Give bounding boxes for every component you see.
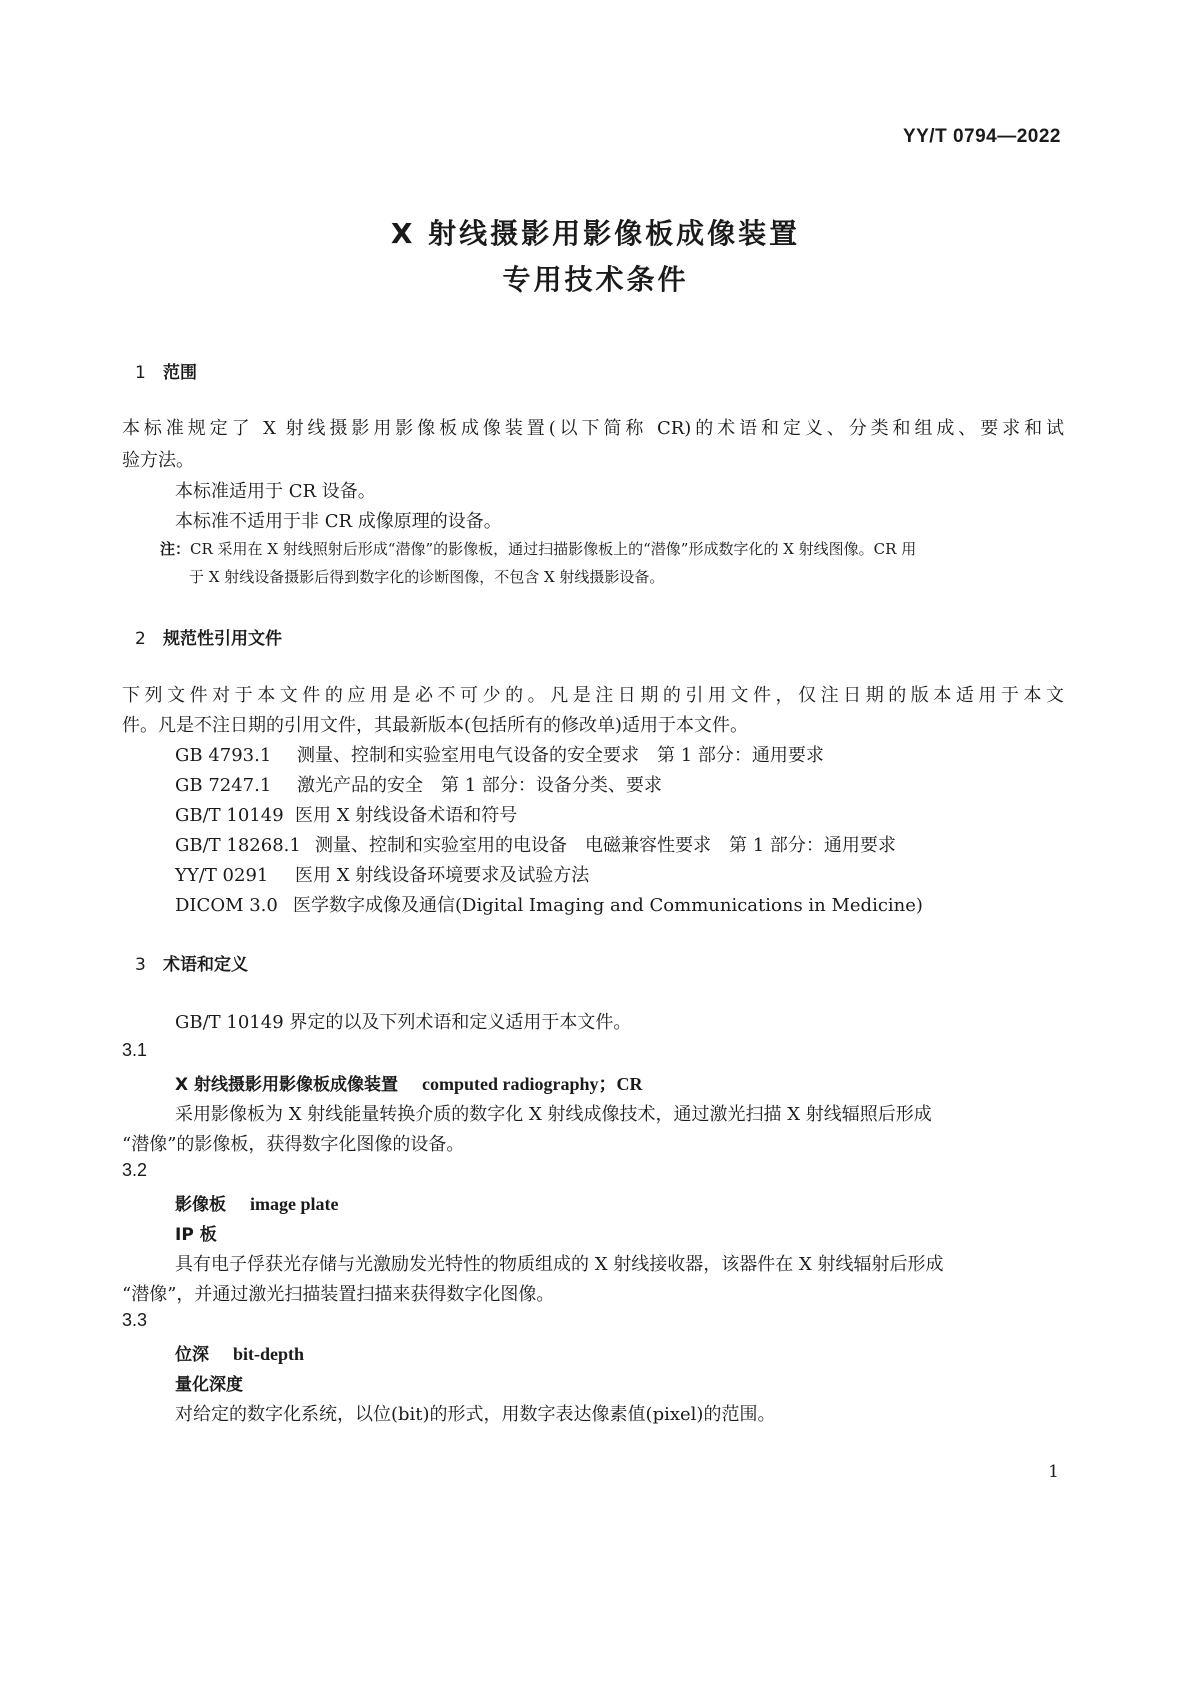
term-definition-line1: 对给定的数字化系统，以位(bit)的形式，用数字表达像素值(pixel)的范围。 bbox=[175, 1404, 776, 1425]
scope-applicable: 本标准适用于 CR 设备。 bbox=[175, 481, 376, 502]
reference-title: 测量、控制和实验室用的电设备 电磁兼容性要求 第 1 部分：通用要求 bbox=[315, 835, 896, 856]
term-heading bbox=[175, 1190, 338, 1215]
term-number: 3.1 bbox=[122, 1040, 148, 1060]
reference-title: 医学数字成像及通信(Digital Imaging and Communications in Medicine) bbox=[293, 895, 923, 916]
reference-code: GB 4793.1 bbox=[175, 745, 272, 766]
reference-code: DICOM 3.0 bbox=[175, 895, 278, 916]
reference-item bbox=[175, 891, 923, 917]
standard-code: YY/T 0794—2022 bbox=[902, 126, 1061, 147]
term-en: computed radiography；CR bbox=[422, 1074, 643, 1094]
reference-title: 测量、控制和实验室用电气设备的安全要求 第 1 部分：通用要求 bbox=[297, 745, 824, 766]
term-number: 3.2 bbox=[122, 1160, 148, 1180]
references-intro-line1: 下列文件对于本文件的应用是必不可少的。凡是注日期的引用文件，仅注日期的版本适用于本文 bbox=[122, 685, 1064, 706]
reference-item bbox=[175, 771, 662, 797]
section-3-heading bbox=[135, 950, 248, 975]
reference-code: GB/T 18268.1 bbox=[175, 835, 301, 856]
reference-code: GB 7247.1 bbox=[175, 775, 272, 796]
term-definition-line1: 具有电子俘获光存储与光激励发光特性的物质组成的 X 射线接收器，该器件在 X 射线辐射后形成 bbox=[175, 1254, 944, 1275]
term-alt-name: 量化深度 bbox=[175, 1375, 243, 1395]
section-title: 范围 bbox=[163, 363, 197, 383]
reference-title: 医用 X 射线设备环境要求及试验方法 bbox=[295, 865, 590, 886]
references-intro-line2: 件。凡是不注日期的引用文件，其最新版本(包括所有的修改单)适用于本文件。 bbox=[122, 715, 749, 736]
term-definition-line1: 采用影像板为 X 射线能量转换介质的数字化 X 射线成像技术，通过激光扫描 X 射线辐照后形成 bbox=[175, 1104, 932, 1125]
term-en: image plate bbox=[250, 1194, 339, 1214]
scope-note-line1 bbox=[160, 538, 916, 559]
section-1-heading bbox=[135, 358, 197, 383]
reference-item bbox=[175, 801, 517, 827]
document-title-line1: X 射线摄影用影像板成像装置 bbox=[390, 217, 801, 250]
section-title: 规范性引用文件 bbox=[163, 629, 282, 649]
section-title: 术语和定义 bbox=[163, 955, 248, 975]
scope-note-line2: 于 X 射线设备摄影后得到数字化的诊断图像，不包含 X 射线摄影设备。 bbox=[189, 568, 665, 586]
term-en: bit-depth bbox=[233, 1344, 305, 1364]
term-zh: 位深 bbox=[175, 1345, 209, 1365]
term-heading bbox=[175, 1070, 643, 1096]
scope-paragraph-line2: 验方法。 bbox=[122, 450, 194, 471]
reference-code: YY/T 0291 bbox=[175, 865, 269, 886]
document-title-line2: 专用技术条件 bbox=[502, 263, 689, 296]
reference-title: 医用 X 射线设备术语和符号 bbox=[295, 805, 518, 826]
reference-item bbox=[175, 741, 824, 767]
term-definition-line2: “潜像”，并通过激光扫描装置扫描来获得数字化图像。 bbox=[122, 1284, 555, 1305]
term-zh: X 射线摄影用影像板成像装置 bbox=[175, 1075, 399, 1095]
section-2-heading bbox=[135, 624, 282, 649]
section-number: 3 bbox=[135, 955, 146, 975]
term-number: 3.3 bbox=[122, 1310, 148, 1330]
section-number: 1 bbox=[135, 363, 146, 383]
term-alt-name: IP 板 bbox=[175, 1225, 217, 1245]
note-label: 注： bbox=[160, 540, 191, 558]
term-definition-line2: “潜像”的影像板，获得数字化图像的设备。 bbox=[122, 1134, 465, 1155]
reference-title: 激光产品的安全 第 1 部分：设备分类、要求 bbox=[297, 775, 662, 796]
term-zh: 影像板 bbox=[175, 1195, 226, 1215]
reference-item bbox=[175, 831, 896, 857]
note-text: CR 采用在 X 射线照射后形成“潜像”的影像板，通过扫描影像板上的“潜像”形成数字化的 X 射线图像。CR 用 bbox=[190, 540, 917, 558]
term-heading bbox=[175, 1340, 304, 1365]
reference-code: GB/T 10149 bbox=[175, 805, 284, 826]
section-number: 2 bbox=[135, 629, 146, 649]
reference-item bbox=[175, 861, 589, 887]
scope-not-applicable: 本标准不适用于非 CR 成像原理的设备。 bbox=[175, 511, 502, 532]
scope-paragraph-line1: 本标准规定了 X 射线摄影用影像板成像装置(以下简称 CR)的术语和定义、分类和组成、要求和试 bbox=[122, 418, 1064, 439]
page-number: 1 bbox=[1048, 1462, 1059, 1482]
terms-intro: GB/T 10149 界定的以及下列术语和定义适用于本文件。 bbox=[175, 1012, 632, 1033]
